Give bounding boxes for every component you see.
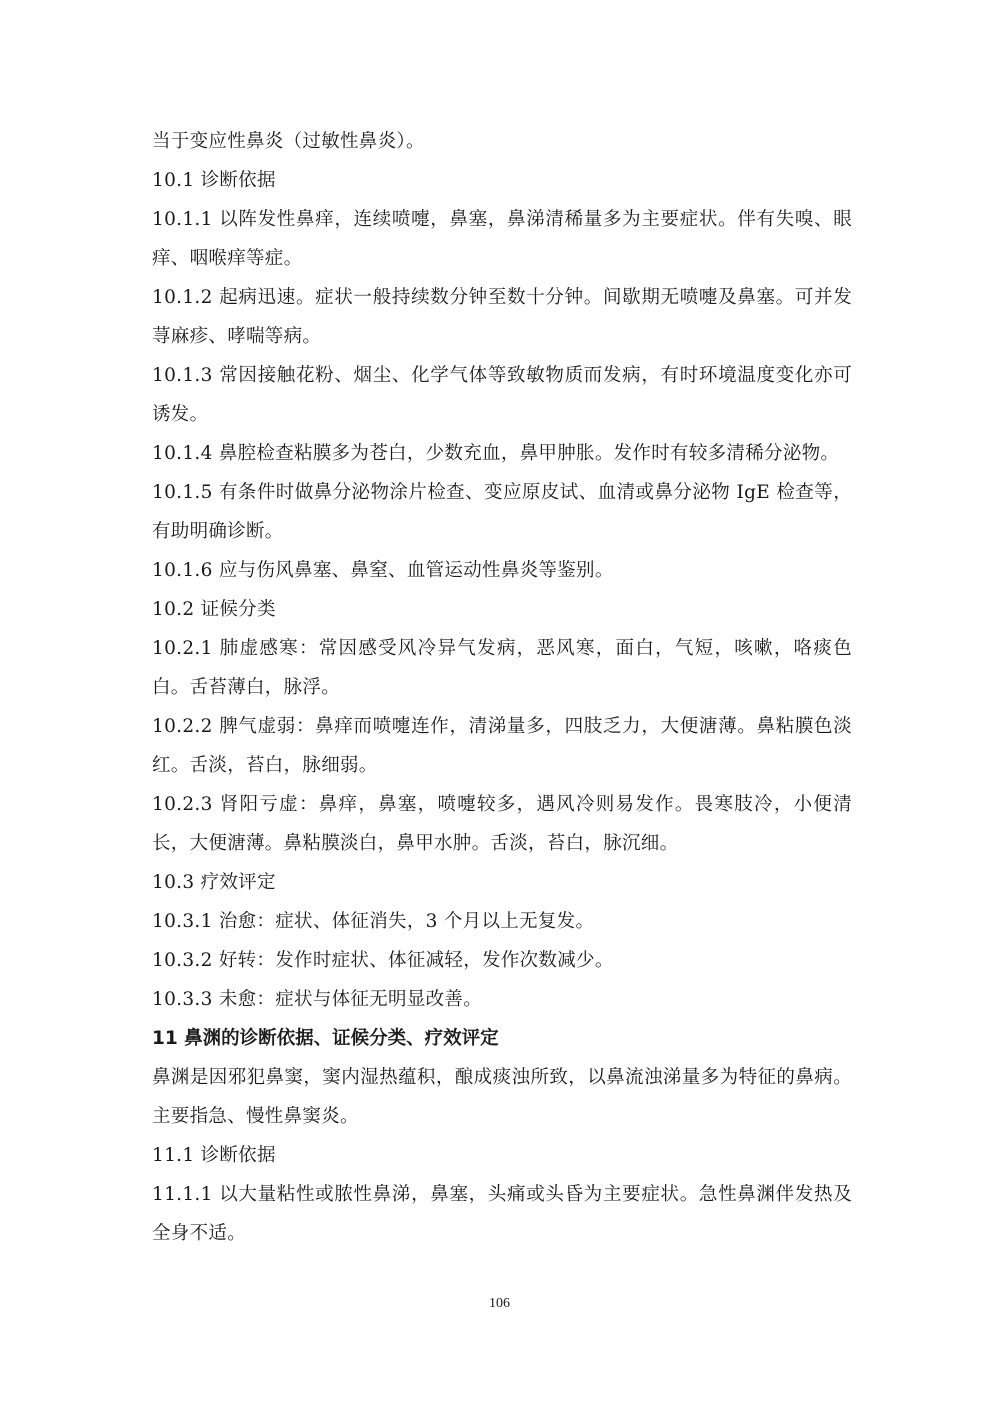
paragraph: 鼻渊是因邪犯鼻窦，窦内湿热蕴积，酿成痰浊所致，以鼻流浊涕量多为特征的鼻病。主要指急、慢性鼻窦炎。 (152, 1067, 852, 1127)
paragraph: 10.1.1 以阵发性鼻痒，连续喷嚏，鼻塞，鼻涕清稀量多为主要症状。伴有失嗅、眼痒、咽喉痒等症。 (152, 209, 852, 269)
paragraph: 10.1.4 鼻腔检查粘膜多为苍白，少数充血，鼻甲肿胀。发作时有较多清稀分泌物。 (152, 443, 840, 464)
paragraph: 10.2.1 肺虚感寒：常因感受风冷异气发病，恶风寒，面白，气短，咳嗽，咯痰色白。舌苔薄白，脉浮。 (152, 638, 852, 698)
section-heading-10-1: 10.1 诊断依据 (152, 170, 276, 191)
paragraph: 10.3.2 好转：发作时症状、体征减轻，发作次数减少。 (152, 950, 614, 971)
paragraph: 10.1.3 常因接触花粉、烟尘、化学气体等致敏物质而发病，有时环境温度变化亦可诱发。 (152, 365, 852, 425)
paragraph: 10.3.3 未愈：症状与体征无明显改善。 (152, 989, 483, 1010)
page-number: 106 (489, 1296, 510, 1311)
paragraph: 10.2.3 肾阳亏虚：鼻痒，鼻塞，喷嚏较多，遇风冷则易发作。畏寒肢冷，小便清长，大便溏薄。鼻粘膜淡白，鼻甲水肿。舌淡，苔白，脉沉细。 (152, 794, 852, 854)
paragraph: 当于变应性鼻炎（过敏性鼻炎）。 (152, 131, 425, 152)
section-heading-10-3: 10.3 疗效评定 (152, 872, 276, 893)
chapter-heading-11: 11 鼻渊的诊断依据、证候分类、疗效评定 (152, 1028, 499, 1049)
paragraph: 10.1.2 起病迅速。症状一般持续数分钟至数十分钟。间歇期无喷嚏及鼻塞。可并发荨麻疹、哮喘等病。 (152, 287, 852, 347)
paragraph: 11.1.1 以大量粘性或脓性鼻涕，鼻塞，头痛或头昏为主要症状。急性鼻渊伴发热及全身不适。 (152, 1184, 852, 1244)
section-heading-10-2: 10.2 证候分类 (152, 599, 276, 620)
section-heading-11-1: 11.1 诊断依据 (152, 1145, 276, 1166)
paragraph: 10.3.1 治愈：症状、体征消失，3 个月以上无复发。 (152, 911, 595, 932)
paragraph: 10.2.2 脾气虚弱：鼻痒而喷嚏连作，清涕量多，四肢乏力，大便溏薄。鼻粘膜色淡红。舌淡，苔白，脉细弱。 (152, 716, 852, 776)
paragraph: 10.1.6 应与伤风鼻塞、鼻窒、血管运动性鼻炎等鉴别。 (152, 560, 614, 581)
paragraph: 10.1.5 有条件时做鼻分泌物涂片检查、变应原皮试、血清或鼻分泌物 IgE 检查等，有助明确诊断。 (152, 482, 852, 542)
document-body (152, 122, 852, 1253)
